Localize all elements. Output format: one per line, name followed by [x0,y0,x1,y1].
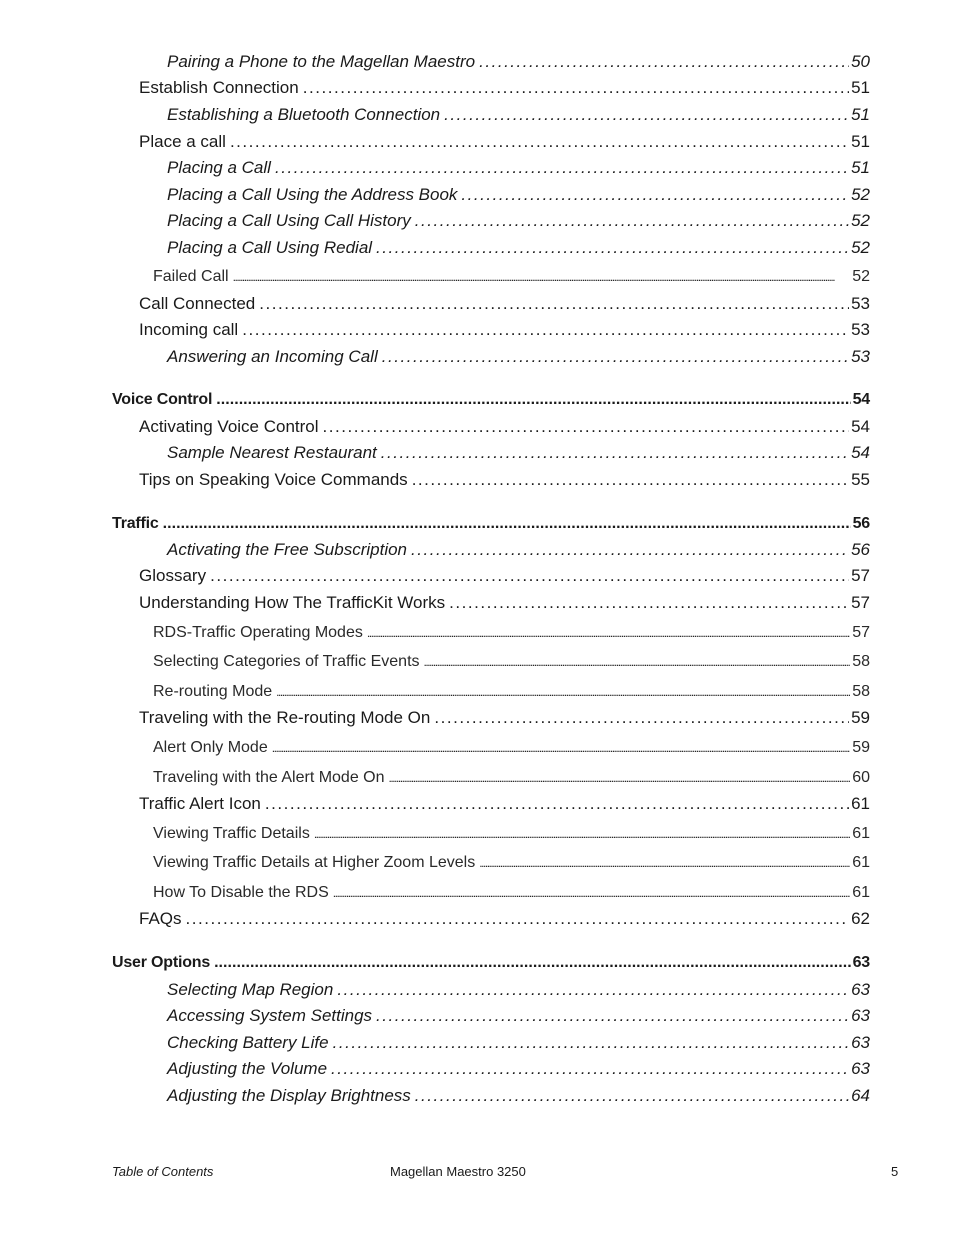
toc-entry-title: Traveling with the Alert Mode On [153,769,385,786]
toc-entry-title: How To Disable the RDS [153,884,329,901]
dot-leader [314,822,850,846]
toc-entry-title: Call Connected [139,294,256,313]
dot-leader [444,103,849,127]
toc-entry-title: FAQs [139,909,182,928]
toc-entry-title: Pairing a Phone to the Magellan Maestro [167,52,476,71]
toc-entry-title: User Options [112,954,211,971]
toc-entry[interactable] [167,441,870,465]
toc-entry-page-number: 59 [852,739,870,756]
toc-entry-title: Voice Control [112,391,213,408]
footer-page-number: 5 [891,1164,899,1179]
dot-leader [412,468,849,492]
toc-entry-page-number: 54 [851,443,870,462]
toc-entry-title: Tips on Speaking Voice Commands [139,470,408,489]
toc-entry-page-number: 52 [851,238,870,257]
dot-leader [434,706,849,730]
toc-entry-title: Selecting Categories of Traffic Events [153,653,420,670]
toc-entry-title: Sample Nearest Restaurant [167,443,377,462]
toc-entry-page-number: 54 [852,391,870,408]
toc-entry[interactable] [139,591,870,615]
toc-entry-page-number: 63 [851,1006,870,1025]
toc-entry[interactable] [139,564,870,588]
toc-entry[interactable] [153,822,870,846]
footer-product-name: Magellan Maestro 3250 [390,1164,526,1179]
toc-entry[interactable] [139,76,870,100]
dot-leader [376,1004,849,1028]
dot-leader [276,680,850,704]
toc-entry[interactable] [139,318,870,342]
toc-entry-title: RDS-Traffic Operating Modes [153,624,363,641]
toc-entry-page-number: 63 [851,980,870,999]
toc-entry[interactable] [153,881,870,905]
toc-entry-page-number: 58 [852,653,870,670]
toc-entry-page-number: 55 [851,470,870,489]
toc-entry-page-number: 61 [852,854,870,871]
toc-entry-title: Adjusting the Volume [167,1059,328,1078]
dot-leader [272,736,850,760]
page-footer [0,1160,954,1184]
dot-leader [461,183,849,207]
toc-entry-title: Selecting Map Region [167,980,334,999]
toc-entry-title: Viewing Traffic Details [153,825,310,842]
toc-entry[interactable] [167,1084,870,1108]
dot-leader [163,512,851,536]
dot-leader [233,265,851,289]
toc-entry[interactable] [112,388,870,412]
toc-entry-page-number: 51 [851,78,870,97]
toc-entry[interactable] [139,292,870,316]
dot-leader [424,650,851,674]
toc-entry[interactable] [167,156,870,180]
dot-leader [214,951,851,975]
toc-entry-page-number: 50 [851,52,870,71]
toc-entry-page-number: 51 [851,105,870,124]
toc-entry-page-number: 57 [851,593,870,612]
dot-leader [415,1084,849,1108]
toc-entry-page-number: 61 [852,825,870,842]
toc-entry[interactable] [153,736,870,760]
toc-entry[interactable] [167,1057,870,1081]
dot-leader [275,156,849,180]
toc-entry-title: Place a call [139,132,226,151]
toc-entry[interactable] [167,209,870,233]
dot-leader [242,318,849,342]
toc-entry-page-number: 52 [851,211,870,230]
toc-entry[interactable] [167,1031,870,1055]
toc-entry-title: Placing a Call [167,158,271,177]
toc-entry-title: Placing a Call Using the Address Book [167,185,458,204]
toc-entry-page-number: 59 [851,708,870,727]
toc-entry-page-number: 63 [851,1033,870,1052]
dot-leader [216,388,850,412]
toc-entry-page-number: 62 [851,909,870,928]
dot-leader [303,76,849,100]
dot-leader [415,209,849,233]
toc-entry-title: Glossary [139,566,207,585]
toc-entry-title: Traveling with the Re-routing Mode On [139,708,431,727]
dot-leader [230,130,849,154]
toc-entry[interactable] [112,951,870,975]
toc-entry-page-number: 56 [852,515,870,532]
toc-entry-title: Adjusting the Display Brightness [167,1086,411,1105]
toc-entry-page-number: 58 [852,683,870,700]
toc-entry-page-number: 51 [851,132,870,151]
toc-entry[interactable] [167,345,870,369]
toc-entry-title: Establish Connection [139,78,299,97]
dot-leader [381,441,849,465]
toc-entry-page-number: 56 [851,540,870,559]
dot-leader [259,292,849,316]
toc-entry-title: Placing a Call Using Redial [167,238,373,257]
toc-entry-title: Incoming call [139,320,239,339]
toc-entry[interactable] [167,978,870,1002]
dot-leader [323,415,850,439]
toc-entry[interactable] [139,907,870,931]
toc-entry-title: Re-routing Mode [153,683,273,700]
toc-entry-page-number: 57 [851,566,870,585]
toc-entry[interactable] [139,415,870,439]
toc-entry[interactable] [153,650,870,674]
toc-entry-page-number: 64 [851,1086,870,1105]
toc-entry[interactable] [139,792,870,816]
toc-entry-page-number: 63 [852,954,870,971]
dot-leader [333,1031,849,1055]
toc-entry-page-number: 53 [851,320,870,339]
toc-entry-title: Activating Voice Control [139,417,319,436]
toc-entry[interactable] [153,621,870,645]
toc-entry-title: Traffic Alert Icon [139,794,261,813]
toc-entry-title: Accessing System Settings [167,1006,373,1025]
toc-entry-page-number: 60 [852,769,870,786]
toc-entry[interactable] [153,766,870,790]
toc-entry-page-number: 53 [851,347,870,366]
toc-entry[interactable] [139,468,870,492]
toc-entry[interactable] [167,538,870,562]
dot-leader [333,881,850,905]
dot-leader [265,792,849,816]
toc-entry[interactable] [167,103,870,127]
toc-entry-page-number: 52 [851,185,870,204]
dot-leader [331,1057,849,1081]
toc-entry-title: Failed Call [153,268,229,285]
toc-entry-page-number: 57 [852,624,870,641]
toc-entry-title: Establishing a Bluetooth Connection [167,105,441,124]
toc-entry[interactable] [153,680,870,704]
toc-entry-page-number: 52 [852,268,870,285]
toc-entry-page-number: 51 [851,158,870,177]
dot-leader [411,538,849,562]
dot-leader [376,236,849,260]
toc-entry-page-number: 63 [851,1059,870,1078]
dot-leader [367,621,850,645]
toc-entry-title: Traffic [112,515,159,532]
dot-leader [210,564,849,588]
dot-leader [382,345,849,369]
toc-entry[interactable] [167,236,870,260]
toc-entry-page-number: 61 [852,884,870,901]
toc-entry-title: Answering an Incoming Call [167,347,378,366]
toc-entry[interactable] [167,1004,870,1028]
dot-leader [389,766,851,790]
toc-entry-page-number: 53 [851,294,870,313]
toc-entry[interactable] [167,183,870,207]
dot-leader [186,907,850,931]
toc-entry[interactable] [167,50,870,74]
toc-entry[interactable] [139,130,870,154]
toc-entry[interactable] [139,706,870,730]
toc-entry-title: Viewing Traffic Details at Higher Zoom Levels [153,854,476,871]
toc-entry[interactable] [153,265,870,289]
toc-entry[interactable] [112,512,870,536]
dot-leader [449,591,849,615]
toc-entry-page-number: 54 [851,417,870,436]
toc-entry-title: Understanding How The TrafficKit Works [139,593,446,612]
toc-entry-title: Activating the Free Subscription [167,540,408,559]
footer-section-title: Table of Contents [112,1164,214,1179]
dot-leader [479,851,850,875]
toc-entry-title: Alert Only Mode [153,739,268,756]
toc-entry-title: Placing a Call Using Call History [167,211,411,230]
toc-entry-title: Checking Battery Life [167,1033,329,1052]
toc-entry-page-number: 61 [851,794,870,813]
toc-entry[interactable] [153,851,870,875]
dot-leader [479,50,849,74]
dot-leader [337,978,849,1002]
